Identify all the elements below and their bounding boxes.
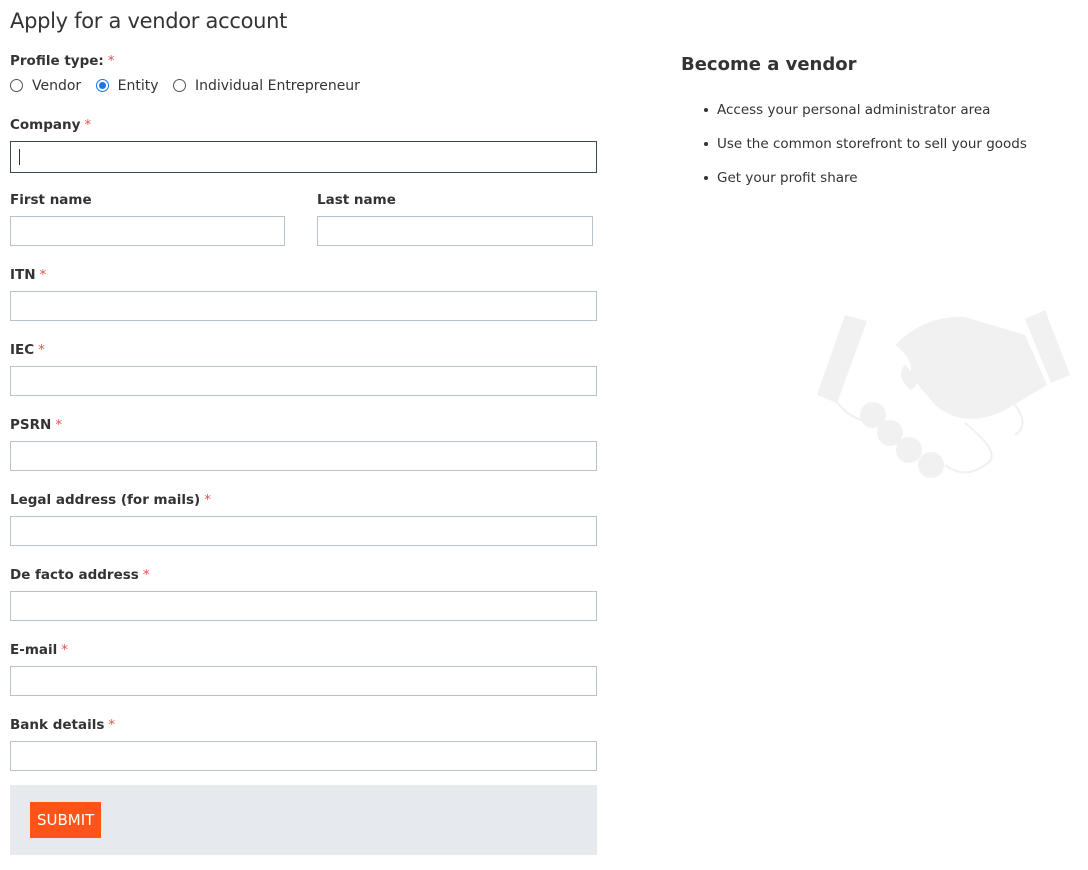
profile-type-radio-group (10, 78, 370, 97)
radio-entity[interactable] (96, 79, 109, 92)
iec-input[interactable] (10, 366, 597, 396)
required-mark: * (39, 267, 47, 283)
list-item: Get your profit share (681, 168, 1027, 202)
itn-input[interactable] (10, 291, 597, 321)
required-mark: * (204, 492, 211, 508)
handshake-icon (815, 305, 1075, 490)
last-name-input[interactable] (317, 216, 593, 246)
text-cursor (19, 149, 20, 165)
legal-address-input[interactable] (10, 516, 597, 546)
sidebar-title: Become a vendor (681, 54, 857, 75)
required-mark: * (38, 342, 45, 358)
submit-button[interactable]: SUBMIT (30, 802, 101, 838)
radio-individual-entrepreneur[interactable] (173, 79, 186, 92)
first-name-input[interactable] (10, 216, 285, 246)
list-item: Use the common storefront to sell your goods (681, 134, 1027, 168)
email-input[interactable] (10, 666, 597, 696)
email-label: E-mail * (10, 642, 69, 658)
radio-option-vendor[interactable]: Vendor (10, 78, 81, 94)
bank-details-label: Bank details * (10, 717, 116, 733)
de-facto-address-input[interactable] (10, 591, 597, 621)
required-mark: * (84, 117, 92, 133)
benefits-list (681, 100, 1027, 202)
profile-type-label: Profile type: * (10, 53, 115, 69)
company-input[interactable] (10, 141, 597, 173)
list-item: Access your personal administrator area (681, 100, 1027, 134)
bank-details-input[interactable] (10, 741, 597, 771)
de-facto-address-label: De facto address * (10, 567, 150, 583)
psrn-label: PSRN * (10, 417, 63, 433)
required-mark: * (55, 417, 63, 433)
radio-option-entity[interactable]: Entity (96, 78, 159, 94)
last-name-label: Last name (317, 192, 396, 208)
required-mark: * (142, 567, 150, 583)
required-mark: * (108, 717, 116, 733)
required-mark: * (107, 53, 115, 69)
radio-option-individual-entrepreneur[interactable]: Individual Entrepreneur (173, 78, 360, 94)
itn-label: ITN * (10, 267, 47, 283)
iec-label: IEC * (10, 342, 45, 358)
legal-address-label: Legal address (for mails) * (10, 492, 211, 508)
company-label: Company * (10, 117, 92, 133)
submit-bar (10, 785, 597, 855)
required-mark: * (61, 642, 69, 658)
page-title: Apply for a vendor account (10, 9, 288, 33)
first-name-label: First name (10, 192, 92, 208)
radio-vendor[interactable] (10, 79, 23, 92)
psrn-input[interactable] (10, 441, 597, 471)
